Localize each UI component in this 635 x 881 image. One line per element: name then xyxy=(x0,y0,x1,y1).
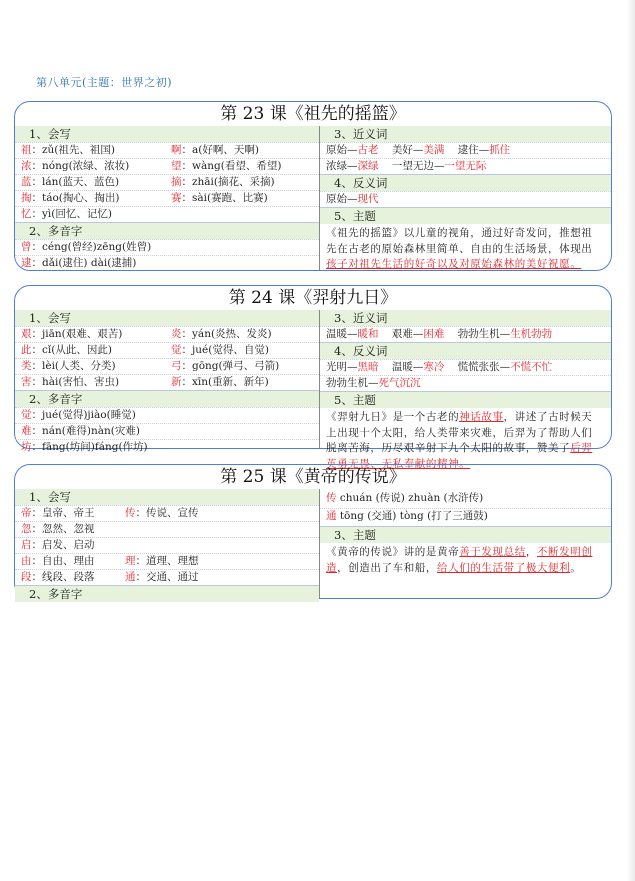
section-heading: 3、主题 xyxy=(320,526,611,543)
lesson-card-25 xyxy=(14,464,612,599)
section-heading: 2、多音字 xyxy=(15,390,319,407)
lesson-title: 第 24 课《羿射九日》 xyxy=(228,288,398,308)
section-heading: 1、会写 xyxy=(15,310,319,326)
poly-row: 逮：dǎi(逮住) dài(逮捕) xyxy=(15,255,319,271)
write-row: 段：线段、段落 通：交通、通过 xyxy=(15,569,319,585)
lesson-title: 第 25 课《黄帝的传说》 xyxy=(220,467,406,487)
poly-row: 通 tōng (交通) tòng (打了三通鼓) xyxy=(320,508,611,526)
right-column xyxy=(320,126,611,270)
synonym-row: 温暖—暖和 艰难—困难 勃勃生机—生机勃勃 xyxy=(320,326,611,342)
poly-row: 传 chuán (传说) zhuàn (水浒传) xyxy=(326,492,484,504)
lesson-card-24 xyxy=(14,285,612,470)
write-row: 艰：jiān(艰难、艰苦) 炎：yán(炎热、发炎) xyxy=(15,326,319,342)
page-edge-shadow xyxy=(627,0,635,881)
theme-paragraph: 《羿射九日》是一个古老的神话故事，讲述了古时候天上出现十个太阳，给人类带来灾难，后羿为了帮助人们脱离苦海，历尽艰辛射下九个太阳的故事，赞美了后羿英勇无畏、无私奉献的精神。 xyxy=(326,411,593,470)
section-heading: 1、会写 xyxy=(15,489,319,505)
left-column xyxy=(15,310,320,453)
write-row: 由：自由、理由 理：道理、理想 xyxy=(15,553,319,569)
write-row: 浓：nóng(浓绿、浓妆) 望：wàng(看望、希望) xyxy=(15,158,319,174)
right-column xyxy=(320,489,611,598)
write-row: 启：启发、启动 xyxy=(15,537,319,553)
theme-paragraph: 《祖先的摇篮》以儿童的视角，通过好奇发问，推想祖先在古老的原始森林里简单、自由的生活场景，体现出孩子对祖先生活的好奇以及对原始森林的美好祝愿。 xyxy=(326,227,593,270)
write-row: 此：cǐ(从此、因此) 觉：jué(觉得、自觉) xyxy=(15,342,319,358)
poly-row: 曾：céng(曾经)zēng(姓曾) xyxy=(15,239,319,255)
write-row: 掏：táo(掏心、掏出) 赛：sài(赛跑、比赛) xyxy=(15,190,319,206)
left-column xyxy=(15,489,320,601)
theme-paragraph: 《黄帝的传说》讲的是黄帝善于发现总结，不断发明创造，创造出了车和船，给人们的生活带了极大便利。 xyxy=(326,546,593,574)
write-row: 类：lèi(人类、分类) 弓：gōng(弹弓、弓箭) xyxy=(15,358,319,374)
write-row: 忽：忽然、忽视 xyxy=(15,521,319,537)
antonym-row: 光明—黑暗 温暖—寒冷 慌慌张张—不慌不忙 xyxy=(320,359,611,375)
section-heading: 1、会写 xyxy=(15,126,319,142)
antonym-row: 原始—现代 xyxy=(320,191,611,207)
synonym-row: 原始—古老 美好—美满 逮住—抓住 xyxy=(320,142,611,158)
section-heading: 4、反义词 xyxy=(320,174,611,191)
section-heading: 3、近义词 xyxy=(320,126,611,142)
synonym-row: 浓绿—深绿 一望无边—一望无际 xyxy=(320,158,611,174)
poly-row: 觉：jué(觉得)jiào(睡觉) xyxy=(15,407,319,423)
poly-row: 坊：fāng(坊间)fáng(作坊) xyxy=(15,439,319,455)
section-heading: 2、多音字 xyxy=(15,222,319,239)
section-heading: 5、主题 xyxy=(320,391,611,408)
section-heading: 4、反义词 xyxy=(320,342,611,359)
lesson-card-23 xyxy=(14,101,612,271)
write-row: 忆：yì(回忆、记忆) xyxy=(15,206,319,222)
section-heading: 2、多音字 xyxy=(15,585,319,602)
left-column xyxy=(15,126,320,270)
section-heading: 3、近义词 xyxy=(320,310,611,326)
antonym-row: 勃勃生机—死气沉沉 xyxy=(320,375,611,391)
section-heading: 5、主题 xyxy=(320,207,611,224)
write-row: 害：hài(害怕、害虫) 新：xīn(重新、新年) xyxy=(15,374,319,390)
write-row: 帝：皇帝、帝王 传：传说、宣传 xyxy=(15,505,319,521)
write-row: 蓝：lán(蓝天、蓝色) 摘：zhāi(摘花、采摘) xyxy=(15,174,319,190)
write-row: 祖：zǔ(祖先、祖国) 啊：a(好啊、天啊) xyxy=(15,142,319,158)
lesson-title: 第 23 课《祖先的摇篮》 xyxy=(220,104,406,124)
right-column xyxy=(320,310,611,470)
poly-row: 难：nán(难得)nàn(灾难) xyxy=(15,423,319,439)
unit-title: 第八单元(主题：世界之初) xyxy=(36,76,173,89)
